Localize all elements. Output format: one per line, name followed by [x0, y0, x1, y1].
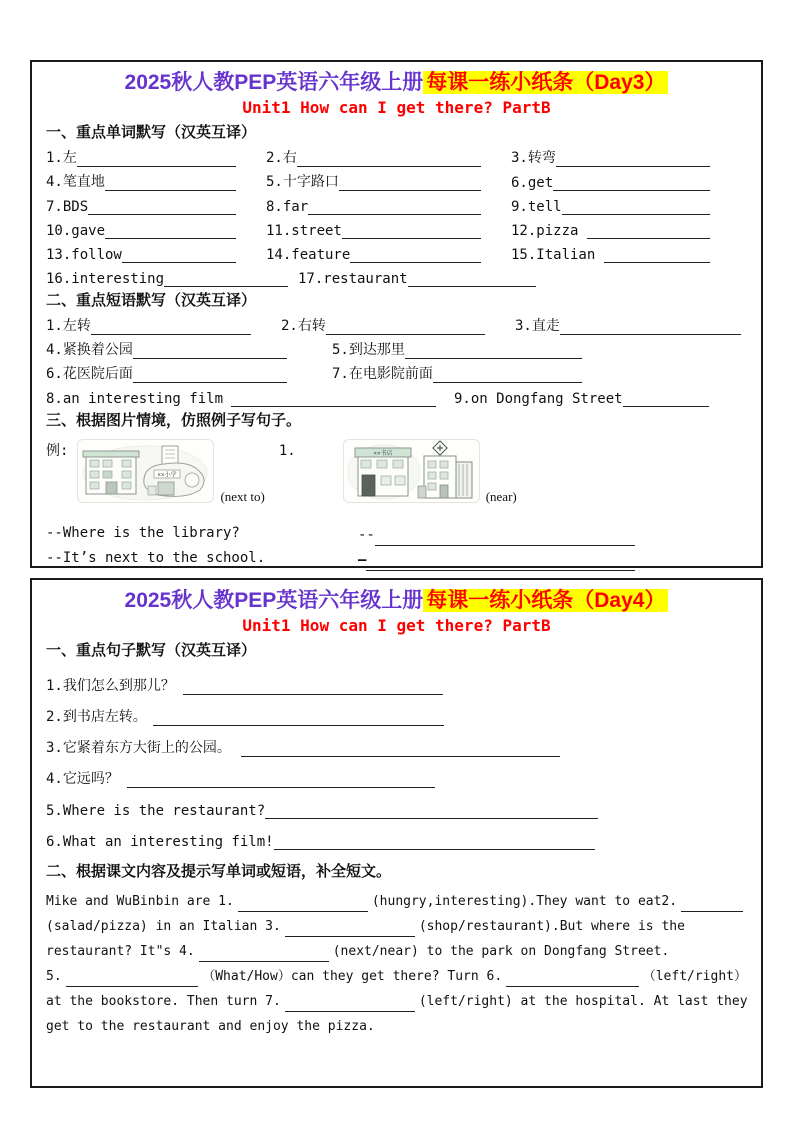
- sentence-item: 4.它远吗？: [46, 768, 747, 788]
- blank-line: [105, 175, 236, 191]
- passage-text: get to the restaurant and enjoy the pizza.: [46, 1019, 375, 1034]
- word-item: 7.BDS: [46, 191, 266, 215]
- blank-line: [183, 679, 443, 695]
- phrase-item: 1.左转: [46, 311, 281, 335]
- phrase-item: 2.右转: [281, 311, 515, 335]
- blank-line: [122, 247, 236, 263]
- blank-line: [342, 223, 481, 239]
- qa-answer: --It’s next to the school.: [46, 550, 266, 566]
- answer-dash: —: [358, 552, 367, 568]
- word-item: 12.pizza: [511, 215, 716, 239]
- phrase-row-1: [46, 311, 747, 335]
- blank-line: [562, 199, 710, 215]
- phrase-item: 9.on Dongfang Street: [454, 383, 747, 407]
- passage-text: （What/How）can they get there? Turn 6.: [202, 969, 503, 984]
- blank-line: [153, 710, 444, 726]
- qa-question: --Where is the library?: [46, 525, 240, 541]
- cloze-blank: [238, 895, 368, 912]
- phrase-row-2: [46, 335, 747, 359]
- unit-subtitle: Unit1 How can I get there? PartB: [242, 98, 551, 117]
- passage-line: [46, 1012, 747, 1037]
- passage-text: (next/near) to the park on Dongfang Street.: [332, 944, 670, 959]
- passage-line: [46, 987, 747, 1012]
- picture-exercise-row: [46, 439, 747, 509]
- section1-heading: 一、重点单词默写（汉英互译）: [46, 124, 257, 141]
- bookstore-building-icon: [355, 448, 411, 496]
- title-main-text: 2025秋人教PEP英语六年级上册: [124, 589, 424, 612]
- passage-text: （left/right）: [642, 969, 747, 984]
- word-item: 15.Italian: [511, 239, 716, 263]
- blank-line: [91, 319, 251, 335]
- word-dictation-last-row: [46, 263, 747, 287]
- hospital-building-icon: [418, 441, 472, 498]
- blank-line: [326, 319, 485, 335]
- exercise-image: [343, 439, 480, 503]
- answer-line: [358, 546, 747, 571]
- blank-line: [164, 271, 288, 287]
- cloze-blank: [285, 920, 415, 937]
- blank-line: [274, 834, 595, 850]
- next-to-caption: (next to): [220, 489, 265, 504]
- library-school-illustration: [78, 440, 213, 502]
- blank-line: [408, 271, 536, 287]
- section3-heading: 三、根据图片情境，仿照例子写句子。: [46, 412, 302, 429]
- phrase-item: 7.在电影院前面: [332, 359, 747, 383]
- worksheet-day4: [30, 578, 763, 1088]
- blank-line: [297, 151, 481, 167]
- blank-line: [241, 741, 560, 757]
- word-item: 10.gave: [46, 215, 266, 239]
- blank-line: [231, 391, 436, 407]
- blank-line: [350, 247, 481, 263]
- library-building-icon: [83, 451, 139, 494]
- answer-blank-line: [366, 554, 635, 571]
- blank-line: [433, 367, 582, 383]
- answer-dash: --: [358, 527, 375, 543]
- passage-line: [46, 962, 747, 987]
- word-item: 9.tell: [511, 191, 716, 215]
- passage-text: Mike and WuBinbin are 1.: [46, 894, 234, 909]
- cloze-blank: [506, 970, 639, 987]
- section2-heading: 二、根据课文内容及提示写单词或短语，补全短文。: [46, 863, 392, 880]
- sentence-item: 5.Where is the restaurant?: [46, 799, 747, 819]
- phrase-item: 6.花医院后面: [46, 359, 332, 383]
- sentence-item: 2.到书店左转。: [46, 706, 747, 726]
- word-item: 14.feature: [266, 239, 511, 263]
- example-label: 例:: [46, 443, 69, 459]
- word-item: 5.十字路口: [266, 167, 511, 191]
- question-answer-block: [46, 521, 747, 571]
- item1-label: 1.: [278, 443, 296, 459]
- blank-line: [604, 247, 710, 263]
- blank-line: [553, 175, 710, 191]
- cloze-blank: [285, 995, 415, 1012]
- passage-text: (shop/restaurant).But where is the: [418, 919, 685, 934]
- cloze-passage: [46, 887, 747, 1037]
- bookstore-hospital-illustration: [344, 440, 479, 502]
- phrase-item: 5.到达那里: [332, 335, 747, 359]
- word-dictation-grid: [46, 143, 747, 263]
- blank-line: [339, 175, 481, 191]
- blank-line: [405, 343, 582, 359]
- blank-line: [265, 803, 598, 819]
- example-image: [77, 439, 214, 503]
- passage-text: (left/right) at the hospital. At last they: [418, 994, 748, 1009]
- word-item: 3.转弯: [511, 143, 716, 167]
- blank-line: [308, 199, 481, 215]
- blank-line: [623, 391, 709, 407]
- worksheet-title-day3: [46, 68, 747, 97]
- word-item: 16.interesting: [46, 263, 298, 287]
- passage-line: [46, 912, 747, 937]
- passage-text: 5.: [46, 969, 62, 984]
- word-item: 17.restaurant: [298, 263, 536, 287]
- blank-line: [587, 223, 710, 239]
- section1-heading: 一、重点句子默写（汉英互译）: [46, 642, 257, 659]
- word-item: 4.笔直地: [46, 167, 266, 191]
- title-main-text: 2025秋人教PEP英语六年级上册: [124, 71, 424, 94]
- word-item: 11.street: [266, 215, 511, 239]
- word-item: 1.左: [46, 143, 266, 167]
- phrase-item: 3.直走: [515, 311, 747, 335]
- passage-text: at the bookstore. Then turn 7.: [46, 994, 281, 1009]
- blank-line: [77, 151, 236, 167]
- title-highlight-text: 每课一练小纸条（Day3）: [423, 71, 668, 94]
- passage-text: (salad/pizza) in an Italian 3.: [46, 919, 281, 934]
- blank-line: [556, 151, 710, 167]
- word-item: 8.far: [266, 191, 511, 215]
- blank-line: [133, 367, 287, 383]
- answer-blank-line: [375, 529, 635, 546]
- passage-text: restaurant? It"s 4.: [46, 944, 195, 959]
- blank-line: [88, 199, 236, 215]
- section2-heading: 二、重点短语默写（汉英互译）: [46, 292, 257, 309]
- blank-line: [133, 343, 287, 359]
- word-item: 6.get: [511, 167, 716, 191]
- blank-line: [105, 223, 236, 239]
- qa-example-column: [46, 521, 358, 571]
- near-caption: (near): [485, 489, 517, 504]
- sentence-item: 6.What an interesting film!: [46, 830, 747, 850]
- worksheet-day3: [30, 60, 763, 568]
- school-sign-text: ××小学: [157, 471, 178, 479]
- sentence-item: 1.我们怎么到那儿？: [46, 675, 747, 695]
- qa-blank-column: [358, 521, 747, 571]
- blank-line: [560, 319, 741, 335]
- word-item: 13.follow: [46, 239, 266, 263]
- cloze-blank: [199, 945, 329, 962]
- worksheet-title-day4: [46, 586, 747, 615]
- phrase-row-4: [46, 383, 747, 407]
- sentence-dictation-list: [46, 675, 747, 850]
- unit-subtitle: Unit1 How can I get there? PartB: [242, 616, 551, 635]
- answer-line: [358, 521, 747, 546]
- title-highlight-text: 每课一练小纸条（Day4）: [423, 589, 668, 612]
- bookstore-sign-text: ××书店: [373, 450, 393, 457]
- phrase-item: 8.an interesting film: [46, 383, 454, 407]
- passage-line: [46, 887, 747, 912]
- blank-line: [127, 772, 435, 788]
- word-item: 2.右: [266, 143, 511, 167]
- hospital-cross-icon: [433, 441, 447, 455]
- passage-text: (hungry,interesting).They want to eat2.: [371, 894, 678, 909]
- sentence-item: 3.它紧着东方大街上的公园。: [46, 737, 747, 757]
- phrase-item: 4.紧换着公园: [46, 335, 332, 359]
- passage-line: [46, 937, 747, 962]
- cloze-blank: [66, 970, 199, 987]
- phrase-row-3: [46, 359, 747, 383]
- cloze-blank: [681, 895, 743, 912]
